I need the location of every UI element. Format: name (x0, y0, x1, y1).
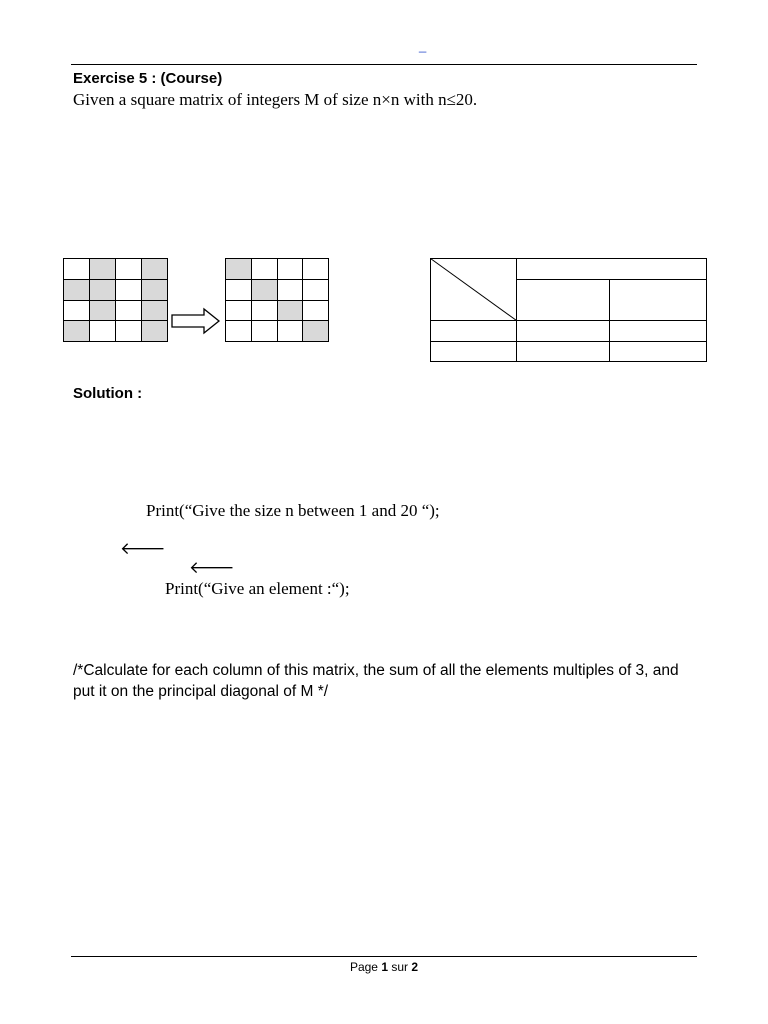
matrix-cell-shaded (142, 321, 168, 342)
matrix-cell (251, 300, 277, 321)
matrix-cell (64, 300, 90, 321)
code-line-print-element: Print(“Give an element :“); (165, 579, 350, 598)
matrix-cell-shaded (90, 300, 116, 321)
exercise-title: Exercise 5 : (Course) (73, 70, 223, 87)
matrix-cell-shaded (64, 321, 90, 342)
matrix-cell (277, 279, 303, 300)
matrix-cell (226, 300, 252, 321)
matrix-cell-shaded (251, 279, 277, 300)
left-arrow-icon: 🡐 (120, 539, 166, 558)
hollow-right-arrow-icon (171, 307, 221, 335)
matrix-cell (277, 321, 303, 342)
matrix-cell-shaded (64, 279, 90, 300)
matrix-cell-shaded (90, 259, 116, 280)
matrix-cell (116, 259, 142, 280)
page-prefix: Page (349, 960, 382, 974)
matrix-after (225, 258, 329, 342)
matrix-cell-shaded (142, 279, 168, 300)
matrix-before (63, 258, 168, 342)
matrix-cell (64, 259, 90, 280)
matrix-cell (226, 321, 252, 342)
page-number: 1 (381, 960, 388, 974)
solution-label: Solution : (73, 385, 143, 402)
matrix-cell-shaded (142, 259, 168, 280)
footer-rule (71, 956, 697, 957)
empty-table-figure (430, 258, 708, 364)
page-mid: sur (388, 960, 412, 974)
matrix-cell (116, 279, 142, 300)
left-arrow-icon: 🡐 (189, 558, 235, 577)
matrix-cell (303, 259, 329, 280)
exercise-statement: Given a square matrix of integers M of size n×n with n≤20. (73, 90, 478, 109)
matrix-cell (116, 300, 142, 321)
matrix-cell-shaded (277, 300, 303, 321)
page-total: 2 (411, 960, 419, 974)
page-counter (0, 960, 768, 974)
matrix-cell (226, 279, 252, 300)
matrix-cell (116, 321, 142, 342)
solution-comment: /*Calculate for each column of this matrix, the sum of all the elements multiples of 3, and put it on the principal diagonal of M */ (73, 662, 679, 700)
matrix-cell (277, 259, 303, 280)
matrix-cell-shaded (303, 321, 329, 342)
matrix-cell-shaded (90, 279, 116, 300)
code-line-print-size: Print(“Give the size n between 1 and 20 “); (146, 501, 440, 520)
matrix-cell (251, 321, 277, 342)
matrix-cell (90, 321, 116, 342)
matrix-cell-shaded (142, 300, 168, 321)
matrix-cell (251, 259, 277, 280)
header-mark: _ (419, 38, 427, 53)
header-rule (71, 64, 697, 65)
matrix-cell (303, 300, 329, 321)
matrix-cell-shaded (226, 259, 252, 280)
matrix-cell (303, 279, 329, 300)
